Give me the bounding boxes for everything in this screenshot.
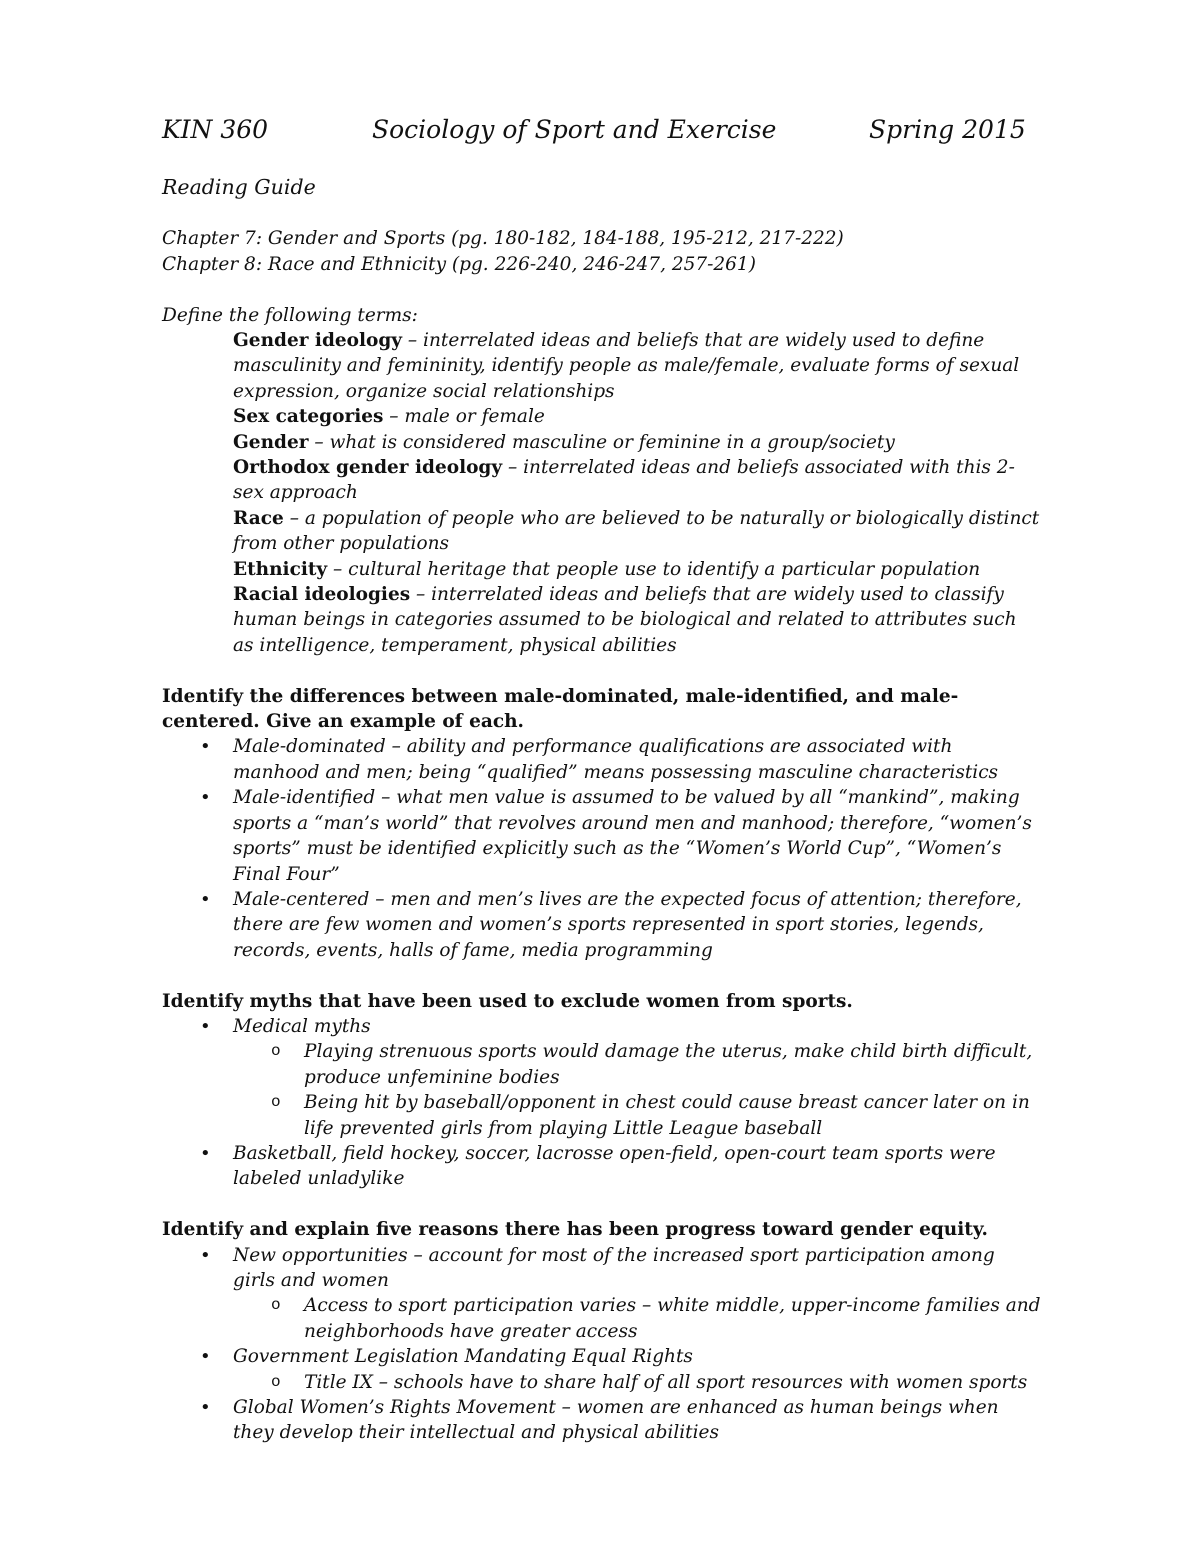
spacer <box>162 277 1042 302</box>
question-gender-equity: Identify and explain five reasons there has been progress toward gender equity. <box>162 1219 988 1241</box>
bullet-list <box>162 1243 1042 1446</box>
list-item <box>233 1014 1042 1141</box>
term-gender-ideology <box>233 328 1042 404</box>
sub-list <box>233 1370 1042 1395</box>
term-racial-ideologies <box>233 582 1042 658</box>
list-item <box>233 1243 1042 1345</box>
list-item: • Basketball, field hockey, soccer, lacrosse open-field, open-court team sports were labeled unladylike <box>233 1141 1042 1192</box>
guide-title: Reading Guide <box>162 175 316 199</box>
sub-list-item: o Access to sport participation varies – white middle, upper-income families and neighborhoods have greater access <box>304 1293 1042 1344</box>
chapter-line-1: Chapter 7: Gender and Sports (pg. 180-182, 184-188, 195-212, 217-222) <box>162 228 844 250</box>
sub-list-item: o Playing strenuous sports would damage the uterus, make child birth difficult, produce unfeminine bodies <box>304 1039 1042 1090</box>
list-item-text: Government Legislation Mandating Equal Rights <box>233 1346 693 1368</box>
term-name: Gender ideology <box>233 330 403 351</box>
sub-list <box>233 1039 1042 1141</box>
list-item: • Male-identified – what men value is assumed to be valued by all “mankind”, making sports a “man’s world” that revolves around men and manhood; therefore, “women’s sports” must be identified explicitly such as the “Women’s World Cup”, “Women’s Final Four” <box>233 785 1042 887</box>
term-gender <box>233 430 1042 455</box>
list-item: • Global Women’s Rights Movement – women are enhanced as human beings when they develop their intellectual and physical abilities <box>233 1395 1042 1446</box>
sub-list-item: o Title IX – schools have to share half of all sport resources with women sports <box>304 1370 1042 1395</box>
term-definition: – cultural heritage that people use to identify a particular population <box>327 558 981 580</box>
course-term: Spring 2015 <box>869 115 1026 144</box>
term-definition: – a population of people who are believed to be naturally or biologically distinct from other populations <box>233 507 1040 555</box>
list-item: • Male-centered – men and men’s lives are the expected focus of attention; therefore, there are few women and women’s sports represented in sport stories, legends, records, events, halls of fame, media programming <box>233 887 1042 963</box>
course-title: Sociology of Sport and Exercise <box>372 115 777 144</box>
spacer <box>162 963 1042 988</box>
list-item <box>233 1344 1042 1395</box>
list-item-text: Medical myths <box>233 1015 371 1037</box>
bullet-list <box>162 734 1042 963</box>
term-definition: – interrelated ideas and beliefs that are widely used to classify human beings in categories assumed to be biological and related to attributes such as intelligence, temperament, physical abilities <box>233 584 1017 656</box>
term-name: Sex categories <box>233 406 384 428</box>
spacer <box>162 658 1042 683</box>
term-name: Race <box>233 507 284 529</box>
term-ethnicity <box>233 557 1042 582</box>
sub-list-item: o Being hit by baseball/opponent in chest could cause breast cancer later on in life prevented girls from playing Little League baseball <box>304 1090 1042 1141</box>
term-race <box>233 506 1042 557</box>
term-sex-categories <box>233 404 1042 429</box>
term-definition: – what is considered masculine or feminine in a group/society <box>308 431 895 453</box>
list-item-text: New opportunities – account for most of the increased sport participation among girls and women <box>233 1244 995 1291</box>
spacer <box>162 1192 1042 1217</box>
question-male-dominated: Identify the differences between male-dominated, male-identified, and male-centered. Give an example of each. <box>162 685 959 733</box>
list-item: • Male-dominated – ability and performance qualifications are associated with manhood and men; being “qualified” means possessing masculine characteristics <box>233 734 1042 785</box>
term-definition: – interrelated ideas and beliefs associated with this 2-sex approach <box>233 457 1015 504</box>
term-name: Gender <box>233 431 309 453</box>
sub-list <box>233 1293 1042 1344</box>
spacer <box>162 201 1042 226</box>
term-name: Orthodox gender ideology <box>233 457 503 479</box>
bullet-list <box>162 1014 1042 1192</box>
document-body <box>162 173 1042 1446</box>
terms-list <box>162 328 1042 658</box>
question-myths: Identify myths that have been used to exclude women from sports. <box>162 990 853 1012</box>
chapter-line-2: Chapter 8: Race and Ethnicity (pg. 226-240, 246-247, 257-261) <box>162 253 756 275</box>
term-name: Racial ideologies <box>233 584 411 606</box>
term-orthodox-gender-ideology <box>233 455 1042 506</box>
define-prompt: Define the following terms: <box>162 304 418 326</box>
term-name: Ethnicity <box>233 558 328 580</box>
term-definition: – interrelated ideas and beliefs that are widely used to define masculinity and femininity, identify people as male/female, evaluate forms of sexual expression, organize social relationships <box>233 330 1020 402</box>
course-code: KIN 360 <box>162 115 269 144</box>
term-definition: – male or female <box>383 406 545 428</box>
